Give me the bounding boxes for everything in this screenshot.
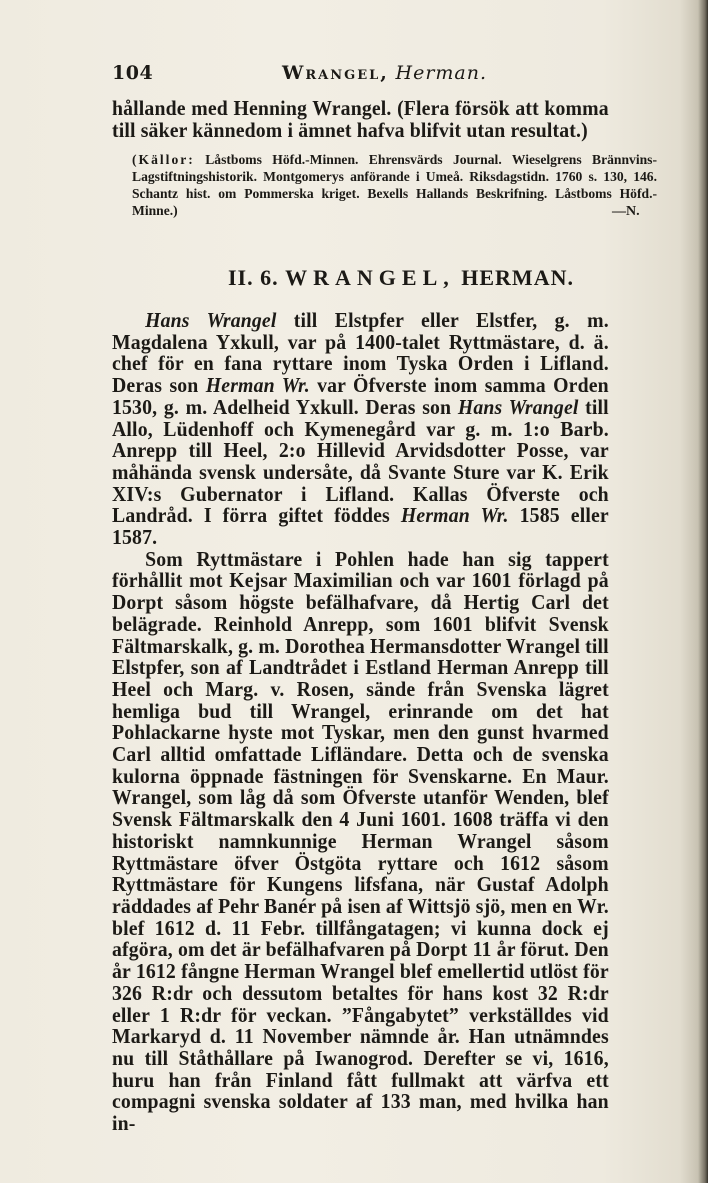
- sources-lead: (Källor:: [132, 152, 195, 167]
- sources-note: [132, 151, 657, 219]
- continued-paragraph: [112, 98, 609, 141]
- person-name: Hans Wrangel: [145, 308, 277, 332]
- person-name: Herman Wr.: [400, 503, 509, 528]
- running-title: [282, 62, 487, 84]
- running-title-given-name: Herman.: [395, 62, 488, 84]
- body-paragraph-2: Som Ryttmästare i Pohlen hade han sig tappert förhållit mot Kejsar Maximilian och var 1601 förlagd på Dorpt såsom högste befälhafvare, då Hertig Carl det belägrade. Reinhold Anrepp, som 1601 blifvit Svensk Fältmarskalk, g. m. Dorothea Hermansdotter Wrangel till Elstpfer, son af Landtrådet i Estland Herman Anrepp till Heel och Marg. v. Rosen, sände från Svenska lägret hemliga bud till Wrangel, erinrande om det hat Pohlackarne hyste mot Tyskar, men den gunst hvarmed Carl alltid omfattade Lifländare. Detta och de svenska kulorna öppnade fästningen för Svenskarne. En Maur. Wrangel, som låg då som Öfverste utanför Wenden, blef Svensk Fältmarskalk den 4 Juni 1601. 1608 träffa vi den historiskt namnkunnige Herman Wrangel såsom Ryttmästare öfver Östgöta ryttare och 1612 såsom Ryttmästare för Kungens lifsfana, när Gustaf Adolph räddades af Pehr Banér på isen af Wittsjö sjö, men en Wr. blef 1612 d. 11 Febr. tillfångatagen; vi kunna dock ej afgöra, om det är befälhafvaren på Dorpt 11 år förut. Den år 1612 fångne Herman Wrangel blef emellertid utlöst för 326 R:dr och dessutom betaltes för hans kost 32 R:dr eller 1 R:dr för veckan. ”Fångabytet” verkställdes vid Markaryd d. 11 November nämnde år. Han utnämndes nu till Ståthållare på Iwanogrod. Derefter se vi, 1616, huru han från Finland fått fullmakt att värfva ett compagni svenska soldater af 133 man, med hvilka han in-: [112, 546, 609, 1136]
- body-paragraph-1-text-d: 1585 eller 1587.: [112, 503, 609, 550]
- body-paragraph-1-text-b: var Öfverste inom samma Orden 1530, g. m. Adelheid Yxkull. Deras son: [112, 373, 609, 419]
- page-number: 104: [112, 62, 154, 84]
- continued-paragraph-text: hållande med Henning Wrangel. (Flera försök att komma till säker kännedom i ämnet hafva blifvit utan resultat.): [112, 96, 609, 142]
- person-name: Herman Wr.: [205, 373, 310, 398]
- article-body: [112, 310, 609, 1135]
- running-header: [112, 62, 652, 92]
- running-title-surname: Wrangel: [282, 62, 381, 84]
- running-title-separator: ,: [380, 62, 388, 84]
- sources-text: Låstboms Höfd.-Minnen. Ehrensvärds Journal. Wieselgrens Brännvins-Lagstiftningshistorik. Montgomerys anförande i Umeå. Riksdagstidn. 1760 s. 130, 146. Schantz hist. om Pommerska kriget. Bexells Hallands Beskrifning. Låstboms Höfd.-Minne.): [132, 152, 657, 218]
- section-surname: WRANGEL,: [285, 265, 455, 290]
- page-edge-shadow: [698, 0, 708, 1183]
- body-paragraph-1: [112, 310, 609, 549]
- section-number: II. 6.: [228, 265, 279, 290]
- author-signature: —N.: [612, 204, 640, 219]
- body-paragraph-1-text-a: till Elstpfer eller Elstfer, g. m. Magdalena Yxkull, var på 1400-talet Ryttmästare, d. ä. chef för en fana ryttare inom Tyska Orden i Lifland. Deras son: [112, 308, 609, 398]
- section-given-name: HERMAN.: [461, 265, 574, 290]
- person-name: Hans Wrangel: [457, 394, 579, 419]
- section-heading: [228, 265, 574, 291]
- body-paragraph-1-text-c: till Allo, Lüdenhoff och Kymenegård var g. m. 1:o Barb. Anrepp till Heel, 2:o Hillevid Arvidsdotter Posse, var måhända svensk undersåte, då Svante Sture var K. Erik XIV:s Gubernator i Lifland. Kallas Öfverste och Landråd. I förra giftet föddes: [112, 394, 609, 528]
